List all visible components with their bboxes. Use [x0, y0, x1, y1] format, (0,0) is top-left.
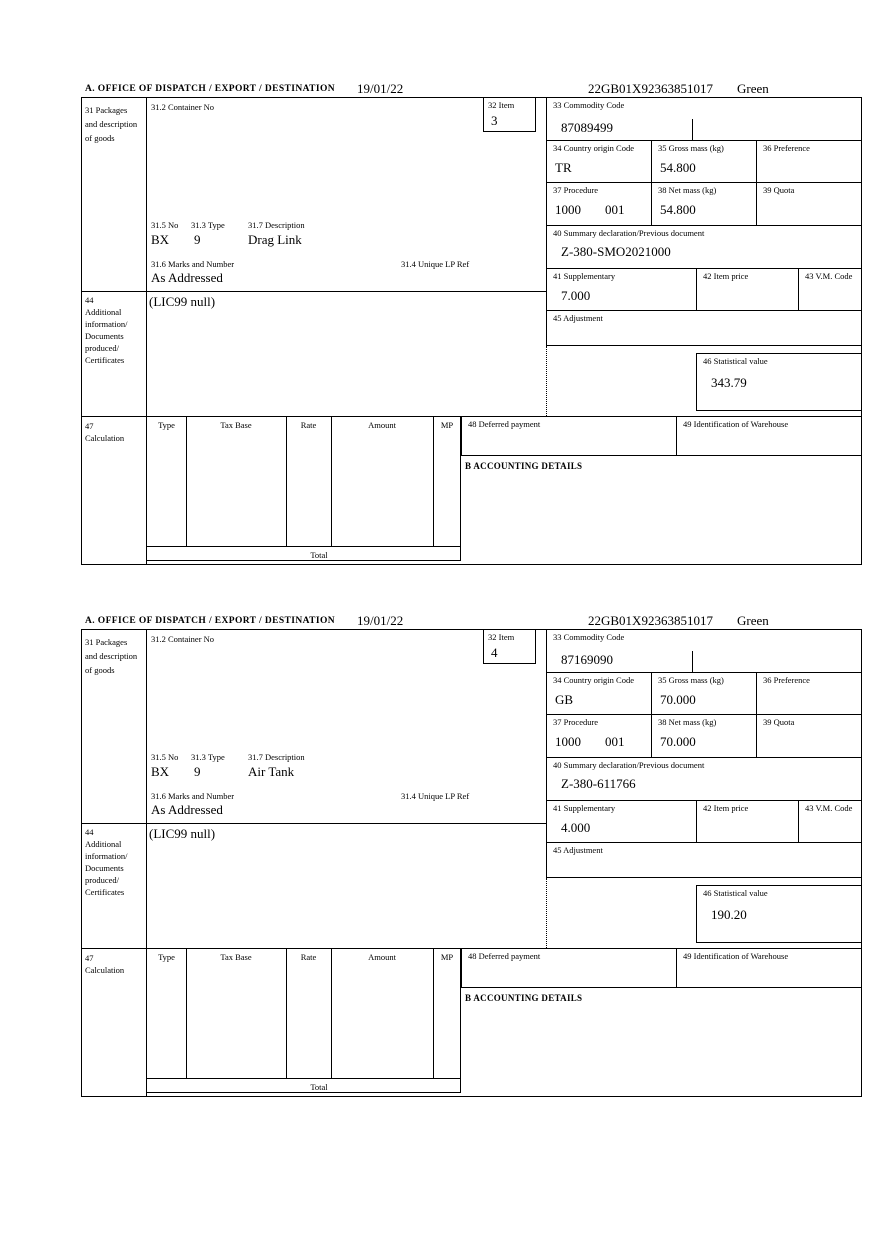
procedure-values	[547, 195, 651, 217]
box32-item-number	[483, 630, 536, 664]
box40-previous-document	[546, 758, 861, 801]
accounting-details-label: B ACCOUNTING DETAILS	[465, 993, 583, 1003]
procedure-code-value: 1000	[555, 202, 581, 217]
box48-deferred-payment	[461, 416, 676, 456]
previous-document-value: Z-380-SMO2021000	[561, 244, 671, 259]
goods-description-value: Drag Link	[248, 232, 302, 247]
box45-adjustment	[546, 843, 861, 878]
box45-label: 45 Adjustment	[553, 313, 603, 323]
country-origin-value: GB	[555, 692, 574, 707]
box46-statistical-value	[696, 353, 861, 411]
box40-label: 40 Summary declaration/Previous document	[553, 760, 705, 770]
box38-label: 38 Net mass (kg)	[658, 185, 717, 195]
calc-column-divider	[331, 948, 332, 1078]
supplementary-units-value: 4.000	[561, 820, 591, 835]
box38-net-mass	[651, 715, 756, 758]
calc-column-divider	[286, 948, 287, 1078]
office-of-dispatch-label: A. OFFICE OF DISPATCH / EXPORT / DESTINATION	[85, 84, 336, 94]
box45-label: 45 Adjustment	[553, 845, 603, 855]
procedure-code-value: 1000	[555, 734, 581, 749]
left-label-column	[82, 98, 147, 564]
box44-additional-info-label	[85, 294, 141, 366]
box44-divider	[82, 291, 546, 292]
box44-text: Additional information/ Documents produced/ Certificates	[85, 307, 128, 365]
declaration-reference-number: 22GB01X92363851017	[588, 613, 713, 628]
box35-label: 35 Gross mass (kg)	[658, 143, 724, 153]
box44-number: 44	[85, 827, 94, 837]
box38-label: 38 Net mass (kg)	[658, 717, 717, 727]
box49-warehouse-id	[676, 416, 861, 456]
box38-net-mass	[651, 183, 756, 226]
box31-2-container-no-label: 31.2 Container No	[151, 634, 215, 644]
item-number-value: 4	[491, 645, 498, 660]
box31-4-unique-lp-ref-label: 31.4 Unique LP Ref	[401, 791, 470, 801]
statistical-value: 190.20	[711, 907, 747, 922]
box33-label: 33 Commodity Code	[553, 632, 625, 642]
box49-label: 49 Identification of Warehouse	[683, 419, 789, 429]
box34-country-origin	[546, 141, 651, 183]
calc-header-type: Type	[158, 952, 175, 962]
additional-information-value: (LIC99 null)	[149, 826, 216, 841]
marks-and-numbers-value: As Addressed	[151, 270, 223, 285]
box42-item-price	[696, 801, 798, 843]
box31-3-type-label: 31.3 Type	[191, 220, 225, 230]
box36-label: 36 Preference	[763, 143, 810, 153]
box44-divider	[82, 823, 546, 824]
calc-column-divider	[186, 948, 187, 1078]
box39-quota	[756, 715, 861, 758]
box32-item-number	[483, 98, 536, 132]
box37-label: 37 Procedure	[553, 717, 599, 727]
box32-label: 32 Item	[488, 100, 515, 110]
box39-label: 39 Quota	[763, 717, 795, 727]
box31-6-marks-label: 31.6 Marks and Number	[151, 259, 235, 269]
calc-header-mp: MP	[440, 952, 454, 962]
calc-header-rate: Rate	[300, 952, 317, 962]
box49-warehouse-id	[676, 948, 861, 988]
box41-label: 41 Supplementary	[553, 803, 616, 813]
box31-packages-label: 31 Packages and description of goods	[85, 637, 138, 675]
box49-label: 49 Identification of Warehouse	[683, 951, 789, 961]
calc-header-amount: Amount	[368, 420, 396, 430]
marks-and-numbers-value: As Addressed	[151, 802, 223, 817]
item-detail-grid	[81, 629, 862, 1097]
box47-text: Calculation	[85, 433, 125, 443]
box40-previous-document	[546, 226, 861, 269]
box43-vm-code	[798, 269, 861, 311]
box37-procedure	[546, 183, 651, 226]
commodity-code-divider	[692, 651, 693, 673]
box33-commodity-code	[546, 630, 861, 673]
box32-label: 32 Item	[488, 632, 515, 642]
box31-7-description-label: 31.7 Description	[248, 752, 305, 762]
box39-quota	[756, 183, 861, 226]
total-label: Total	[310, 1082, 328, 1092]
item-number-value: 3	[491, 113, 498, 128]
calc-header-type: Type	[158, 420, 175, 430]
box48-label: 48 Deferred payment	[468, 951, 541, 961]
calc-column-divider	[433, 948, 434, 1078]
box47-calculation-label	[85, 420, 141, 444]
commodity-code-value: 87169090	[561, 652, 613, 667]
dotted-divider	[546, 346, 547, 416]
box31-4-unique-lp-ref-label: 31.4 Unique LP Ref	[401, 259, 470, 269]
previous-document-value: Z-380-611766	[561, 776, 636, 791]
box44-text: Additional information/ Documents produced/ Certificates	[85, 839, 128, 897]
goods-description-value: Air Tank	[248, 764, 295, 779]
gross-mass-value: 70.000	[660, 692, 696, 707]
box36-preference	[756, 673, 861, 715]
box31-7-description-label: 31.7 Description	[248, 220, 305, 230]
procedure-code-2-value: 001	[605, 202, 625, 217]
box40-label: 40 Summary declaration/Previous document	[553, 228, 705, 238]
calc-column-divider	[186, 416, 187, 546]
routing-status: Green	[737, 613, 769, 628]
calc-column-divider	[286, 416, 287, 546]
declaration-item	[0, 80, 882, 565]
box36-label: 36 Preference	[763, 675, 810, 685]
box42-label: 42 Item price	[703, 803, 749, 813]
box33-label: 33 Commodity Code	[553, 100, 625, 110]
calc-header-amount: Amount	[368, 952, 396, 962]
box43-label: 43 V.M. Code	[805, 803, 853, 813]
box48-label: 48 Deferred payment	[468, 419, 541, 429]
item-header	[0, 80, 882, 97]
box31-5-no-label: 31.5 No	[151, 752, 179, 762]
total-label: Total	[310, 550, 328, 560]
package-type-value: 9	[194, 764, 201, 779]
calculation-table	[147, 948, 461, 1093]
box47-calculation-label	[85, 952, 141, 976]
package-count-value: BX	[151, 232, 170, 247]
box36-preference	[756, 141, 861, 183]
box47-number: 47	[85, 421, 94, 431]
commodity-code-divider	[692, 119, 693, 141]
box31-5-no-label: 31.5 No	[151, 220, 179, 230]
box35-gross-mass	[651, 141, 756, 183]
calc-header-tax-base: Tax Base	[220, 952, 252, 962]
accounting-details-label: B ACCOUNTING DETAILS	[465, 461, 583, 471]
box43-label: 43 V.M. Code	[805, 271, 853, 281]
box31-2-container-no-label: 31.2 Container No	[151, 102, 215, 112]
box34-label: 34 Country origin Code	[553, 143, 634, 153]
routing-status: Green	[737, 81, 769, 96]
box33-commodity-code	[546, 98, 861, 141]
country-origin-value: TR	[555, 160, 572, 175]
package-count-value: BX	[151, 764, 170, 779]
box39-label: 39 Quota	[763, 185, 795, 195]
box44-number: 44	[85, 295, 94, 305]
net-mass-value: 54.800	[660, 202, 696, 217]
box41-supplementary-units	[546, 801, 696, 843]
total-row-divider	[147, 1078, 460, 1079]
commodity-code-value: 87089499	[561, 120, 613, 135]
calc-column-divider	[433, 416, 434, 546]
box34-country-origin	[546, 673, 651, 715]
procedure-code-2-value: 001	[605, 734, 625, 749]
dotted-divider	[546, 878, 547, 948]
box31-6-marks-label: 31.6 Marks and Number	[151, 791, 235, 801]
box47-text: Calculation	[85, 965, 125, 975]
office-of-dispatch-label: A. OFFICE OF DISPATCH / EXPORT / DESTINATION	[85, 616, 336, 626]
net-mass-value: 70.000	[660, 734, 696, 749]
box41-label: 41 Supplementary	[553, 271, 616, 281]
box43-vm-code	[798, 801, 861, 843]
declaration-date: 19/01/22	[357, 613, 404, 628]
calc-column-divider	[331, 416, 332, 546]
declaration-reference-number: 22GB01X92363851017	[588, 81, 713, 96]
statistical-value: 343.79	[711, 375, 747, 390]
additional-information-value: (LIC99 null)	[149, 294, 216, 309]
calc-header-rate: Rate	[300, 420, 317, 430]
box31-packages-label: 31 Packages and description of goods	[85, 105, 138, 143]
procedure-values	[547, 727, 651, 749]
supplementary-units-value: 7.000	[561, 288, 591, 303]
box42-label: 42 Item price	[703, 271, 749, 281]
box35-label: 35 Gross mass (kg)	[658, 675, 724, 685]
box48-deferred-payment	[461, 948, 676, 988]
declaration-item	[0, 612, 882, 1097]
box34-label: 34 Country origin Code	[553, 675, 634, 685]
box47-number: 47	[85, 953, 94, 963]
box46-label: 46 Statistical value	[703, 888, 768, 898]
box46-statistical-value	[696, 885, 861, 943]
item-detail-grid	[81, 97, 862, 565]
calc-header-tax-base: Tax Base	[220, 420, 252, 430]
calc-header-mp: MP	[440, 420, 454, 430]
calculation-table	[147, 416, 461, 561]
box42-item-price	[696, 269, 798, 311]
gross-mass-value: 54.800	[660, 160, 696, 175]
box41-supplementary-units	[546, 269, 696, 311]
box37-procedure	[546, 715, 651, 758]
package-type-value: 9	[194, 232, 201, 247]
item-header	[0, 612, 882, 629]
declaration-date: 19/01/22	[357, 81, 404, 96]
box35-gross-mass	[651, 673, 756, 715]
box37-label: 37 Procedure	[553, 185, 599, 195]
total-row-divider	[147, 546, 460, 547]
left-label-column	[82, 630, 147, 1096]
box44-additional-info-label	[85, 826, 141, 898]
box46-label: 46 Statistical value	[703, 356, 768, 366]
box45-adjustment	[546, 311, 861, 346]
box31-3-type-label: 31.3 Type	[191, 752, 225, 762]
